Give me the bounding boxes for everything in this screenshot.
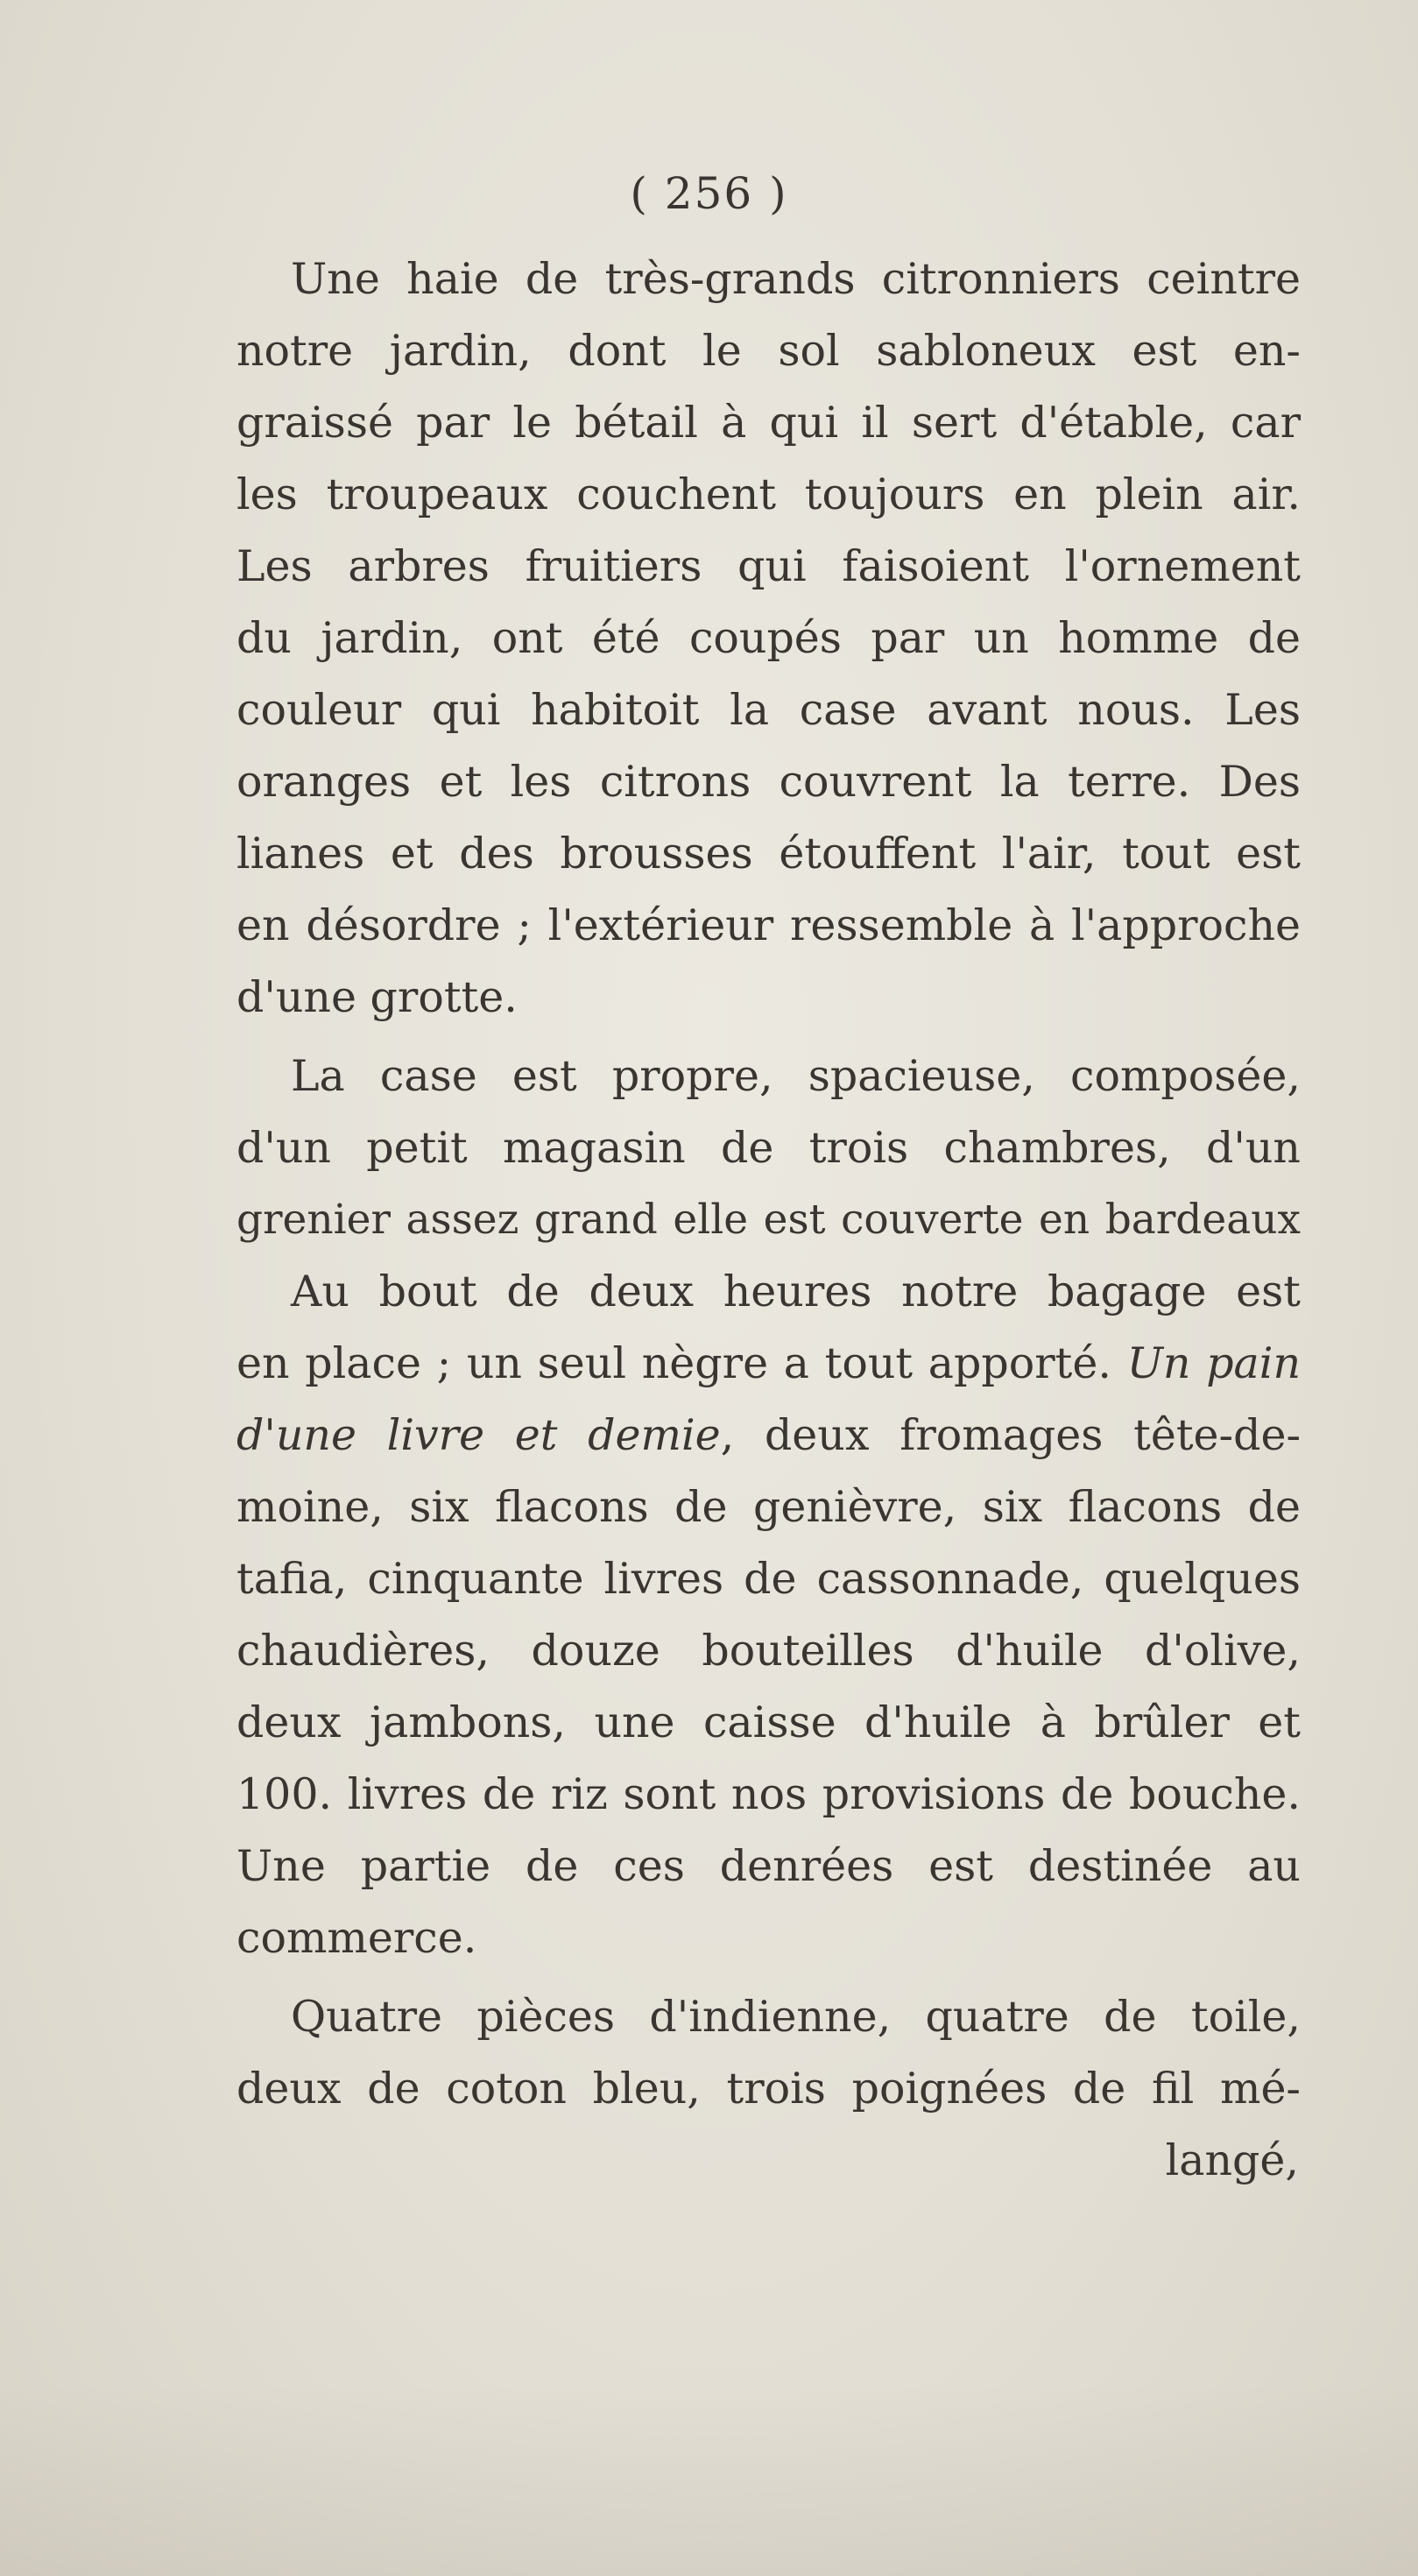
text-line: grenier assez grand elle est couverte en bardeaux: [236, 1196, 1301, 1244]
text-line: Quatre pièces d'indienne, quatre de toile,: [291, 1992, 1301, 2042]
text-line: [236, 1400, 1301, 1471]
text-line: chaudières, douze bouteilles d'huile d'olive,: [236, 1626, 1301, 1676]
text-line: Au bout de deux heures notre bagage est: [291, 1267, 1301, 1316]
text-line: en désordre ; l'extérieur ressemble à l'approche: [236, 900, 1301, 950]
text-line: moine, six flacons de genièvre, six flacons de: [236, 1482, 1301, 1532]
text-line: notre jardin, dont le sol sabloneux est en-: [236, 326, 1301, 376]
text-line: 100. livres de riz sont nos provisions de bouche.: [236, 1769, 1301, 1819]
text-line: La case est propre, spacieuse, composée,: [291, 1051, 1301, 1101]
page-number: ( 256 ): [630, 168, 788, 219]
text-line: les troupeaux couchent toujours en plein air.: [236, 469, 1301, 519]
text-line: d'une grotte.: [236, 972, 518, 1022]
text-run: , deux fromages tête-de-: [720, 1410, 1301, 1460]
text-line: du jardin, ont été coupés par un homme de: [236, 613, 1301, 663]
body-text: [236, 243, 1301, 2197]
catchword: langé,: [1165, 2135, 1299, 2185]
text-line: Les arbres fruitiers qui faisoient l'ornement: [236, 541, 1301, 591]
text-run: en place ; un seul nègre a tout apporté.: [236, 1338, 1127, 1388]
italic-run: d'une livre et demie: [236, 1410, 721, 1460]
text-line: commerce.: [236, 1913, 477, 1963]
text-line: [236, 1328, 1301, 1400]
text-line: Une haie de très-grands citronniers ceintre: [291, 254, 1301, 304]
text-line: deux de coton bleu, trois poignées de fil mé-: [236, 2064, 1301, 2114]
text-line: couleur qui habitoit la case avant nous. Les: [236, 685, 1301, 735]
text-line: deux jambons, une caisse d'huile à brûler et: [236, 1697, 1301, 1747]
italic-run: Un pain: [1126, 1338, 1301, 1388]
text-line: Une partie de ces denrées est destinée au: [236, 1841, 1301, 1891]
text-line: oranges et les citrons couvrent la terre. Des: [236, 757, 1301, 807]
text-line: graissé par le bétail à qui il sert d'étable, car: [236, 398, 1301, 448]
text-line: tafia, cinquante livres de cassonnade, quelques: [236, 1554, 1301, 1604]
text-line: d'un petit magasin de trois chambres, d'un: [236, 1123, 1301, 1173]
text-line: lianes et des brousses étouffent l'air, tout est: [236, 829, 1301, 879]
